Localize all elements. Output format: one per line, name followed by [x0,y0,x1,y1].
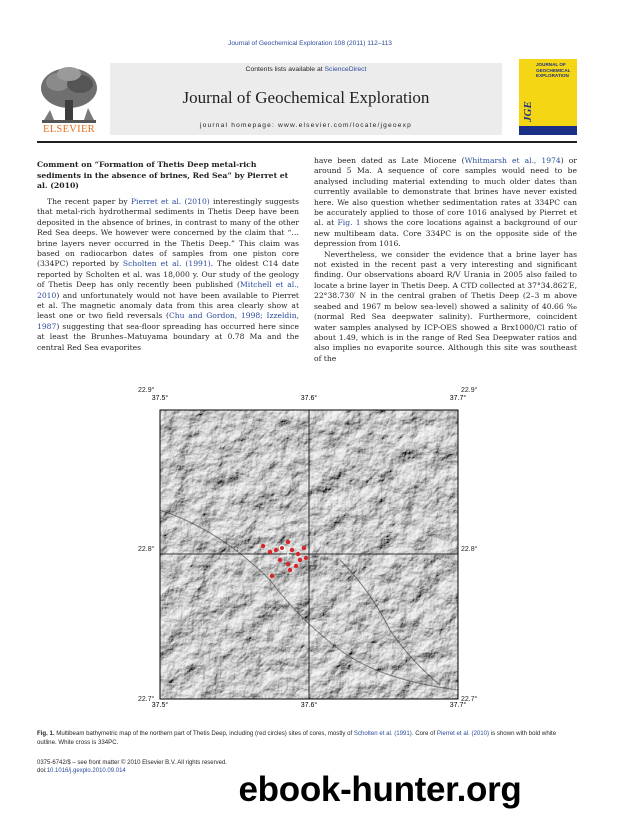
caption-ref-scholten[interactable]: Scholten et al. (1991) [353,730,412,737]
copyright-line: 0375-6742/$ – see front matter © 2010 Elsevier B.V. All rights reserved. [37,760,227,766]
core-site-marker [268,550,272,554]
core-site-marker [288,568,292,572]
tick-bottom-37-6: 37.6° [300,702,318,709]
right-paragraph-2: Nevertheless, we consider the evidence that a brine layer has not existed in the recent past a very interesting and significant finding. Our observations aboard R/V Urania in 2005 also failed to locate a brine layer in Thetis Deep. A CTD collected at 37°34.862′E, 22°38.730′ N in the central graben of Thetis Deep (2–3 m above seabed and 1967 m below sea-level) showed a salinity of 40.66 ‰ (normal Red Sea deepwater salinity). Furthermore, coincident water samples analysed by ICP-OES showed a Brx1000/Cl ratio of about 1.49, which is in the range of Red Sea Deepwater ratios and also implies no evaporite source. Although this site was southeast of the [314,249,577,363]
watermark: ebook-hunter.org [238,770,522,809]
core-site-marker [286,540,290,544]
core-site-marker [286,562,290,566]
journal-homepage[interactable]: journal homepage: www.elsevier.com/locate/jgeoexp [199,122,412,129]
tick-bottom-37-5: 37.5° [151,702,169,709]
journal-title: Journal of Geochemical Exploration [182,88,430,107]
core-site-marker [290,548,294,552]
sciencedirect-link[interactable]: ScienceDirect [324,66,367,73]
core-site-marker [278,558,282,562]
left-column [37,197,299,353]
core-site-marker [274,548,278,552]
tick-right-22-8: 22.8° [461,546,478,553]
caption-label: Fig. 1. [37,730,55,737]
core-site-marker [298,558,302,562]
core-site-marker [304,556,308,560]
cover-strip [519,126,577,135]
ref-mitchell-2010[interactable]: Mitchell et al., 2010 [37,280,299,300]
tick-right-22-7: 22.7° [461,696,478,703]
right-column [314,156,577,364]
right-paragraph-1: have been dated as Late Miocene (Whitmarsh et al., 1974) or around 5 Ma. A sequence of core samples would need to be analysed including material extending to much older dates than currently available to demonstrate that brines have never existed here. We also question whether sedimentation rates at 334PC can be accurately applied to those of core 1016 analysed by Pierret et al. at Fig. 1 shows the core locations against a background of our new multibeam data. Core 334PC is on the opposite side of the depression from 1016. [314,156,578,249]
tick-top-37-7: 37.7° [449,395,467,402]
figure-caption: Fig. 1. Multibeam bathymetric map of the northern part of Thetis Deep, including (red circles) sites of cores, mostly of Scholten et al. (1991). Core of Pierret et al. (2010) is shown with bold white outline. White cross is 334PC. [37,730,557,746]
core-site-marker [296,552,300,556]
cover-acronym: JGE [522,101,534,122]
article-title: Comment on “Formation of Thetis Deep metal-rich sediments in the absence of brines, Red Sea” by Pierret et al. (2010) [37,160,289,190]
doi-link[interactable]: 10.1016/j.gexplo.2010.09.014 [46,768,126,775]
tick-bottom-37-7: 37.7° [449,702,467,709]
bathymetric-map-figure [151,390,467,709]
elsevier-wordmark: ELSEVIER [43,124,95,135]
core-site-marker [261,544,265,548]
tick-top-37-5: 37.5° [151,395,169,402]
core-site-marker [302,546,306,550]
doi-line: doi:10.1016/j.gexplo.2010.09.014 [37,768,126,775]
core-site-marker [294,564,298,568]
ref-fig-1[interactable]: Fig. 1 [337,218,361,228]
cover-title: JOURNAL OF GEOCHEMICAL EXPLORATION [536,62,571,78]
tick-right-22-9: 22.9° [461,387,478,394]
ref-scholten-1991[interactable]: Scholten et al. (1991) [122,259,211,269]
ref-chu-gordon-izzeldin[interactable]: Chu and Gordon, 1998; Izzeldin, 1987 [37,311,300,331]
tick-top-37-6: 37.6° [300,395,318,402]
running-head[interactable]: Journal of Geochemical Exploration 108 (2011) 112–113 [228,40,392,47]
caption-ref-pierret[interactable]: Pierret et al. (2010) [436,730,490,737]
core-1016-marker [279,545,284,550]
tick-left-22-7: 22.7° [138,696,155,703]
ref-whitmarsh-1974[interactable]: Whitmarsh et al., 1974 [464,156,561,165]
tick-left-22-9: 22.9° [138,387,155,394]
masthead-rule [37,141,577,143]
core-site-marker [270,574,274,578]
contents-line: Contents lists available at ScienceDirect [245,66,367,73]
tick-left-22-8: 22.8° [138,546,155,553]
ref-pierret-2010[interactable]: Pierret et al. (2010) [130,197,210,206]
left-paragraph-1: The recent paper by Pierret et al. (2010) interestingly suggests that metal-rich hydrothermal sediments in Thetis Deep have been deposited in the absence of brines, in contrast to many of the other Red Sea deeps. We however were concerned by the claim that “… brine layers never occurred in the Thetis Deep.” This claim was based on radiocarbon dates of samples from one piston core (334PC) reported by Scholten et al. (1991). The oldest C14 date reported by Scholten et al. was 18,000 y. Our study of the geology of Thetis Deep has only recently been published (Mitchell et al., 2010) and unfortunately would not have been available to Pierret et al. The magnetic anomaly data from this area clearly show at least one or two field reversals (Chu and Gordon, 1998; Izzeldin, 1987) suggesting that sea-floor spreading has occurred here since at least the Brunhes–Matuyama boundary at 0.78 Ma and the central Red Sea evaporites [37,197,300,352]
